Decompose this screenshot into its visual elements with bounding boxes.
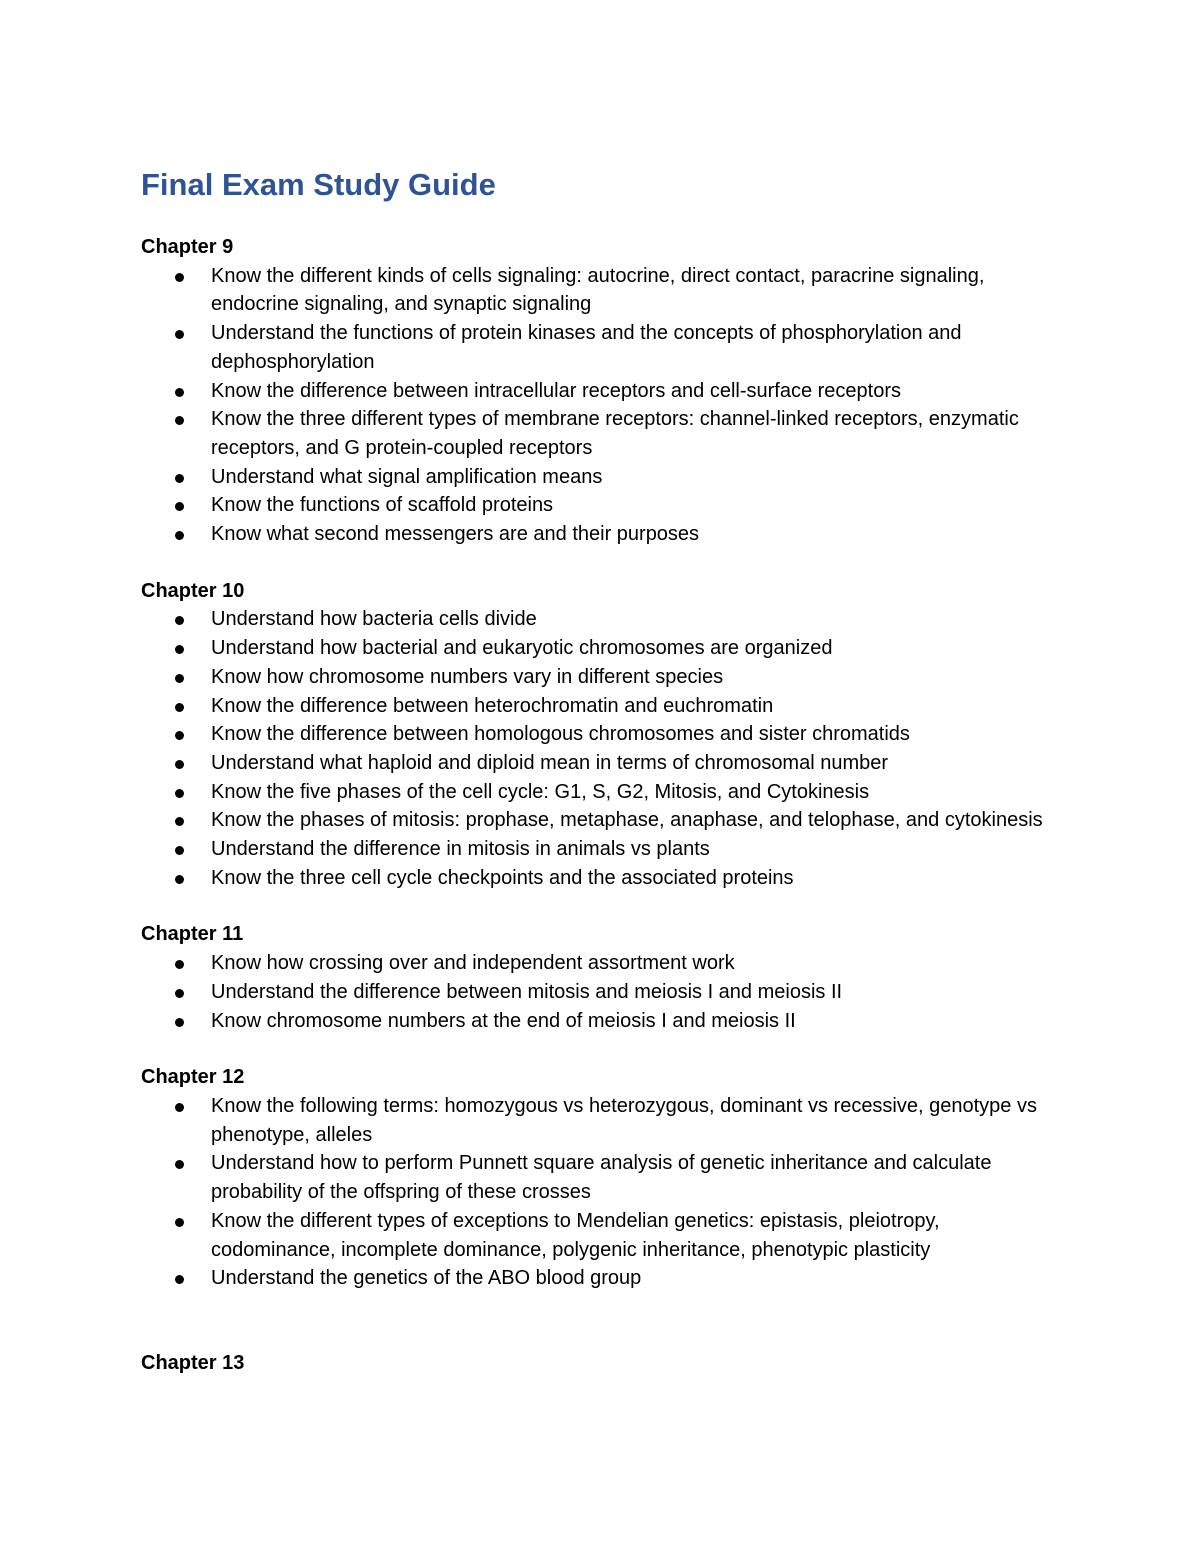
bullet-icon <box>175 875 184 884</box>
list-item <box>141 806 1081 835</box>
list-item <box>141 949 1081 978</box>
chapter-section <box>141 920 1081 1035</box>
bullet-icon <box>175 416 184 425</box>
list-item <box>141 720 1081 749</box>
list-item-text: Know the phases of mitosis: prophase, metaphase, anaphase, and telophase, and cytokinesis <box>211 809 1043 832</box>
chapter-section <box>141 1063 1081 1293</box>
list-item-text: Know how crossing over and independent assortment work <box>211 952 735 975</box>
bullet-icon <box>175 502 184 511</box>
list-item <box>141 692 1081 721</box>
list-item <box>141 262 1081 319</box>
list-item <box>141 463 1081 492</box>
list-item-text: Understand how to perform Punnett square analysis of genetic inheritance and calculate probability of the offspring of these crosses <box>211 1152 992 1204</box>
list-item <box>141 1092 1081 1149</box>
list-item <box>141 319 1081 376</box>
bullet-icon <box>175 789 184 798</box>
list-item <box>141 605 1081 634</box>
list-item-text: Know what second messengers are and their purposes <box>211 523 700 546</box>
list-item-text: Understand the genetics of the ABO blood group <box>211 1267 642 1290</box>
chapter-section <box>141 577 1081 893</box>
list-item <box>141 1007 1081 1036</box>
bullet-icon <box>175 273 184 282</box>
list-item-text: Know the difference between heterochromatin and euchromatin <box>211 694 774 717</box>
bullet-icon <box>175 1275 184 1284</box>
document-title: Final Exam Study Guide <box>141 167 496 202</box>
chapter-list <box>141 233 1081 1378</box>
list-item <box>141 520 1081 549</box>
list-item-text: Know the functions of scaffold proteins <box>211 494 554 517</box>
bullet-icon <box>175 703 184 712</box>
bullet-list <box>141 949 1081 1035</box>
bullet-icon <box>175 674 184 683</box>
list-item-text: Understand how bacterial and eukaryotic chromosomes are organized <box>211 637 833 660</box>
list-item <box>141 1149 1081 1206</box>
bullet-icon <box>175 388 184 397</box>
bullet-icon <box>175 1218 184 1227</box>
list-item <box>141 864 1081 893</box>
chapter-heading: Chapter 13 <box>141 1351 245 1374</box>
list-item-text: Know the different kinds of cells signaling: autocrine, direct contact, paracrine signaling, endocrine signaling, and synaptic signaling <box>211 264 985 316</box>
bullet-icon <box>175 616 184 625</box>
bullet-list <box>141 1092 1081 1293</box>
bullet-icon <box>175 1103 184 1112</box>
bullet-icon <box>175 474 184 483</box>
bullet-icon <box>175 731 184 740</box>
list-item <box>141 634 1081 663</box>
bullet-icon <box>175 531 184 540</box>
bullet-icon <box>175 817 184 826</box>
list-item-text: Understand the functions of protein kinases and the concepts of phosphorylation and dephosphorylation <box>211 322 962 373</box>
list-item <box>141 491 1081 520</box>
list-item <box>141 778 1081 807</box>
bullet-icon <box>175 645 184 654</box>
list-item-text: Know how chromosome numbers vary in different species <box>211 665 724 688</box>
list-item <box>141 1207 1081 1264</box>
document-page <box>141 163 1081 1378</box>
list-item-text: Know chromosome numbers at the end of meiosis I and meiosis II <box>211 1009 796 1032</box>
bullet-list <box>141 262 1081 549</box>
bullet-list <box>141 605 1081 892</box>
list-item-text: Know the different types of exceptions to Mendelian genetics: epistasis, pleiotropy, codominance, incomplete dominance, polygenic inheritance, phenotypic plasticity <box>211 1209 940 1261</box>
chapter-heading: Chapter 10 <box>141 579 245 602</box>
list-item-text: Know the five phases of the cell cycle: G1, S, G2, Mitosis, and Cytokinesis <box>211 780 870 803</box>
bullet-icon <box>175 1018 184 1027</box>
bullet-icon <box>175 330 184 339</box>
list-item-text: Know the difference between homologous chromosomes and sister chromatids <box>211 723 910 746</box>
list-item-text: Understand the difference in mitosis in animals vs plants <box>211 838 710 861</box>
list-item-text: Understand what signal amplification means <box>211 465 603 488</box>
list-item-text: Know the three cell cycle checkpoints and the associated proteins <box>211 866 794 889</box>
list-item <box>141 663 1081 692</box>
chapter-section <box>141 233 1081 549</box>
list-item <box>141 835 1081 864</box>
list-item-text: Understand how bacteria cells divide <box>211 608 537 631</box>
bullet-icon <box>175 960 184 969</box>
chapter-heading: Chapter 12 <box>141 1066 245 1089</box>
bullet-icon <box>175 989 184 998</box>
list-item <box>141 405 1081 462</box>
list-item-text: Know the difference between intracellular receptors and cell-surface receptors <box>211 379 901 402</box>
chapter-heading: Chapter 9 <box>141 236 234 258</box>
chapter-section <box>141 1349 1081 1378</box>
bullet-icon <box>175 846 184 855</box>
bullet-icon <box>175 1160 184 1169</box>
list-item <box>141 377 1081 406</box>
list-item-text: Know the following terms: homozygous vs heterozygous, dominant vs recessive, genotype vs phenotype, alleles <box>211 1094 1037 1146</box>
list-item <box>141 749 1081 778</box>
chapter-heading: Chapter 11 <box>141 923 244 946</box>
bullet-icon <box>175 760 184 769</box>
list-item-text: Know the three different types of membrane receptors: channel-linked receptors, enzymatic receptors, and G protein-coupled receptors <box>211 408 1019 459</box>
list-item-text: Understand the difference between mitosis and meiosis I and meiosis II <box>211 980 843 1003</box>
list-item <box>141 1264 1081 1293</box>
list-item <box>141 978 1081 1007</box>
list-item-text: Understand what haploid and diploid mean in terms of chromosomal number <box>211 751 889 774</box>
